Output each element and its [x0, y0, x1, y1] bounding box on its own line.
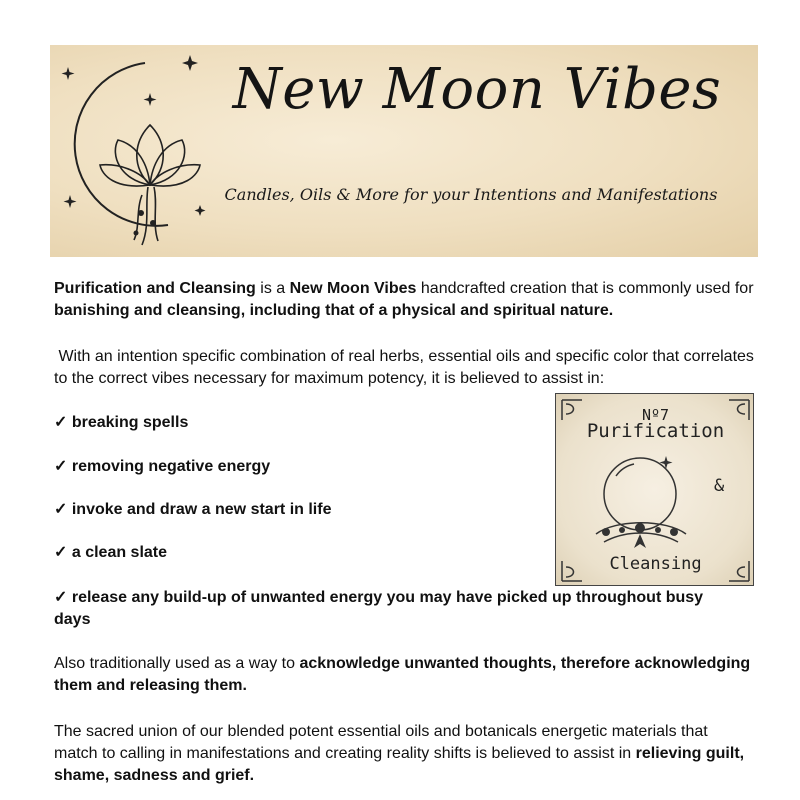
product-label-image: [555, 393, 754, 586]
traditional-emphasis: acknowledge unwanted thoughts, therefore acknowledging them and releasing them.: [54, 655, 751, 694]
benefit-item: ✓ breaking spells: [54, 414, 189, 431]
label-number: Nº7: [641, 406, 670, 424]
label-ampersand: &: [714, 476, 725, 496]
header-banner: [50, 45, 758, 257]
brand-title: New Moon Vibes: [232, 57, 722, 122]
brand-name: New Moon Vibes: [289, 280, 417, 297]
benefit-item: ✓ removing negative energy: [54, 458, 271, 475]
sacred-text: The sacred union of our blended potent essential oils and botanicals energetic materials that match to calling in manifestations and creating reality shifts is believed to assist in: [54, 723, 708, 762]
product-name: Purification and Cleansing: [54, 280, 256, 297]
traditional-paragraph: [54, 653, 754, 697]
benefit-item: ✓ a clean slate: [54, 544, 168, 561]
label-title: Purification: [586, 420, 725, 442]
crescent-moon-lotus-icon: [50, 45, 210, 257]
intro-emphasis: banishing and cleansing, including that of a physical and spiritual nature.: [54, 302, 614, 319]
brand-subtitle: Candles, Oils & More for your Intentions and Manifestations: [224, 185, 718, 204]
benefit-item: ✓ release any build-up of unwanted energy you may have picked up throughout busy days: [54, 589, 704, 628]
traditional-text: Also traditionally used as a way to: [54, 655, 300, 672]
intro-text-2: handcrafted creation that is commonly used for: [416, 280, 754, 297]
sacred-emphasis: relieving guilt, shame, sadness and grief.: [54, 745, 745, 784]
label-subtitle: Cleansing: [609, 554, 702, 574]
sacred-paragraph: [54, 721, 754, 787]
intro-text-1: is a: [255, 280, 290, 297]
intro-paragraph: [54, 278, 754, 322]
intention-paragraph: With an intention specific combination of real herbs, essential oils and specific color that correlates to the correct vibes necessary for maximum potency, it is believed to assist in:: [54, 348, 759, 387]
benefit-item: ✓ invoke and draw a new start in life: [54, 501, 332, 518]
